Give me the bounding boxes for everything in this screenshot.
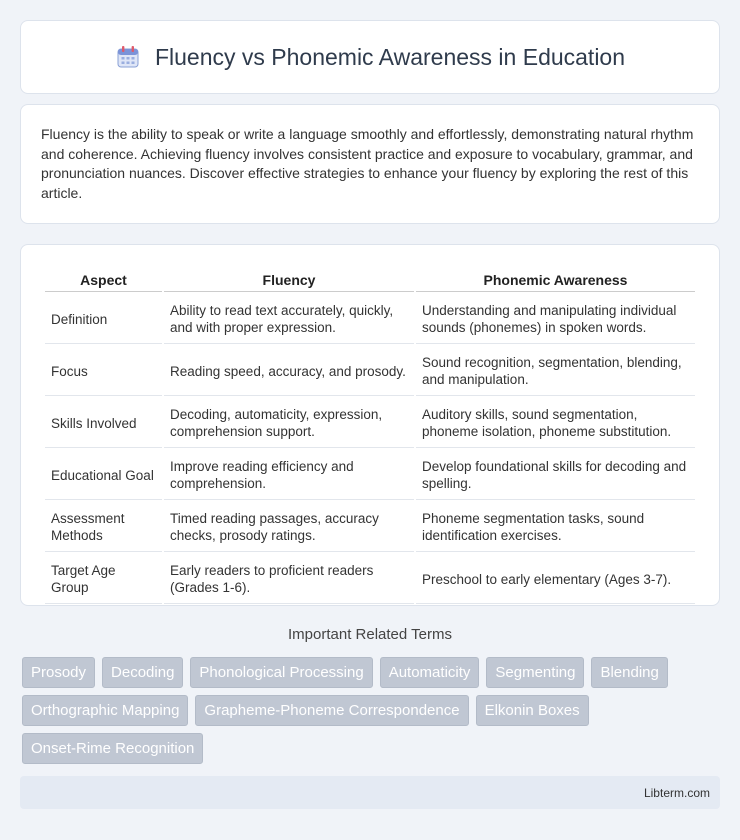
table-cell-phonemic: Understanding and manipulating individual sounds (phonemes) in spoken words.: [416, 294, 695, 344]
comparison-table-card: [20, 244, 720, 606]
intro-text: Fluency is the ability to speak or write a language smoothly and effortlessly, demonstrating natural rhythm and coherence. Achieving fluency involves consistent practice and exposure to vocabulary, grammar, and pronunciation nuances. Discover effective strategies to enhance your fluency by exploring the rest of this article.: [41, 126, 694, 201]
table-cell-fluency: Ability to read text accurately, quickly, and with proper expression.: [164, 294, 414, 344]
table-cell-phonemic: Sound recognition, segmentation, blending, and manipulation.: [416, 346, 695, 396]
comparison-table: [43, 265, 697, 606]
term-tag[interactable]: Blending: [591, 657, 667, 688]
term-tag[interactable]: Orthographic Mapping: [22, 695, 188, 726]
table-cell-fluency: Early readers to proficient readers (Grades 1-6).: [164, 554, 414, 604]
table-row: [45, 346, 695, 396]
column-header-phonemic-awareness: Phonemic Awareness: [416, 267, 695, 292]
term-tag[interactable]: Elkonin Boxes: [476, 695, 589, 726]
table-header-row: [45, 267, 695, 292]
term-tag[interactable]: Decoding: [102, 657, 183, 688]
title-wrap: [115, 44, 625, 71]
table-cell-fluency: Decoding, automaticity, expression, comprehension support.: [164, 398, 414, 448]
table-cell-aspect: Assessment Methods: [45, 502, 162, 552]
table-cell-fluency: Reading speed, accuracy, and prosody.: [164, 346, 414, 396]
table-cell-phonemic: Preschool to early elementary (Ages 3-7).: [416, 554, 695, 604]
table-cell-fluency: Timed reading passages, accuracy checks, prosody ratings.: [164, 502, 414, 552]
term-tag[interactable]: Automaticity: [380, 657, 480, 688]
table-cell-aspect: Definition: [45, 294, 162, 344]
table-cell-phonemic: Phoneme segmentation tasks, sound identification exercises.: [416, 502, 695, 552]
header-card: [20, 20, 720, 94]
table-cell-phonemic: Develop foundational skills for decoding and spelling.: [416, 450, 695, 500]
column-header-fluency: Fluency: [164, 267, 414, 292]
table-cell-aspect: Focus: [45, 346, 162, 396]
term-tag[interactable]: Onset-Rime Recognition: [22, 733, 203, 764]
intro-card: [20, 104, 720, 224]
table-row: [45, 450, 695, 500]
table-row: [45, 398, 695, 448]
footer: [20, 776, 720, 809]
related-terms-title: Important Related Terms: [288, 626, 452, 643]
related-terms-list: [22, 657, 722, 764]
calendar-icon: [115, 44, 141, 70]
page-title: Fluency vs Phonemic Awareness in Education: [154, 43, 626, 70]
footer-site-link[interactable]: Libterm.com: [643, 785, 710, 800]
column-header-aspect: Aspect: [45, 267, 162, 292]
term-tag[interactable]: Phonological Processing: [190, 657, 372, 688]
term-tag[interactable]: Segmenting: [486, 657, 584, 688]
table-row: [45, 502, 695, 552]
term-tag[interactable]: Grapheme-Phoneme Correspondence: [195, 695, 468, 726]
table-cell-aspect: Target Age Group: [45, 554, 162, 604]
table-row: [45, 294, 695, 344]
table-cell-aspect: Educational Goal: [45, 450, 162, 500]
term-tag[interactable]: Prosody: [22, 657, 95, 688]
table-cell-fluency: Improve reading efficiency and comprehension.: [164, 450, 414, 500]
table-cell-aspect: Skills Involved: [45, 398, 162, 448]
table-row: [45, 554, 695, 604]
table-cell-phonemic: Auditory skills, sound segmentation, phoneme isolation, phoneme substitution.: [416, 398, 695, 448]
